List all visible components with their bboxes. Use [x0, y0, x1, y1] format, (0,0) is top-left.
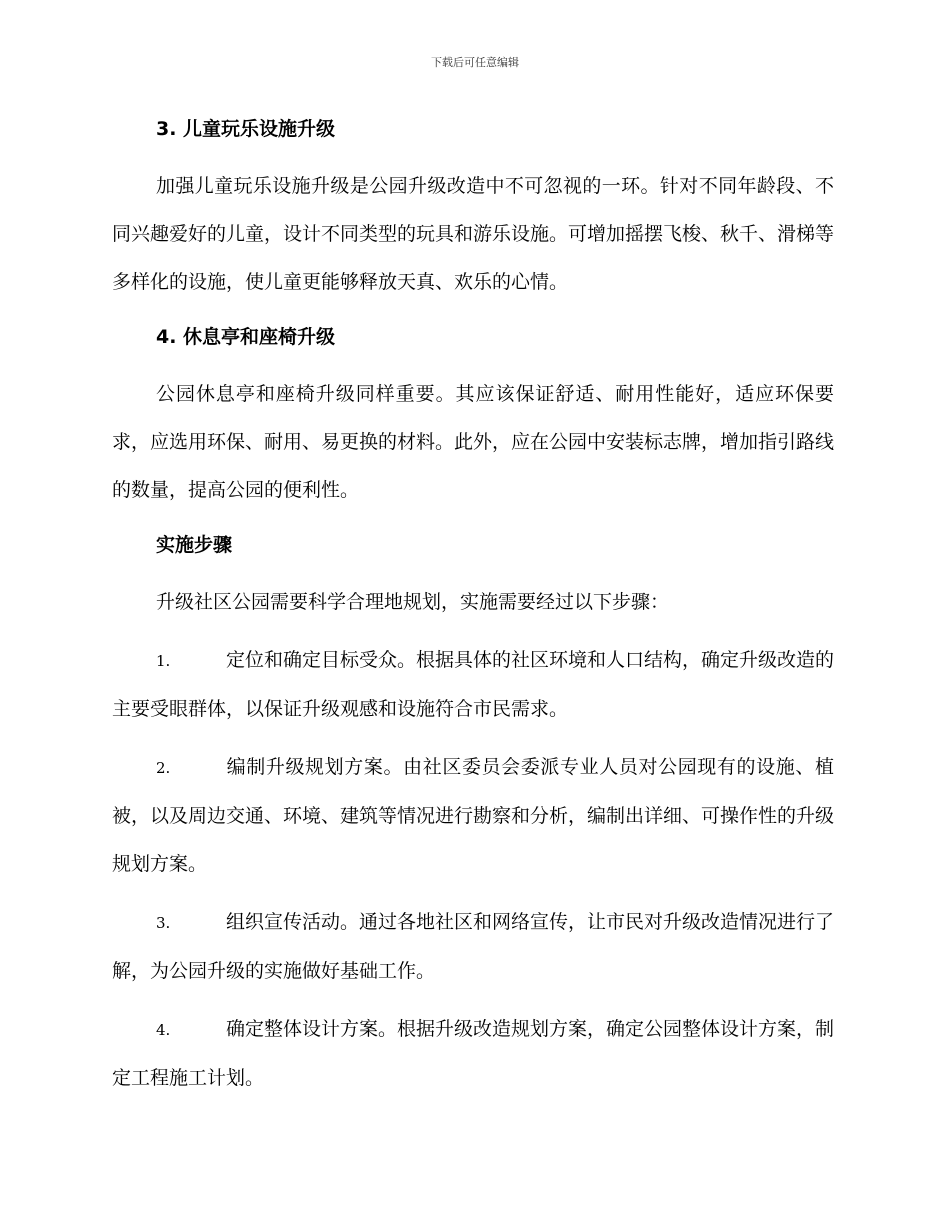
- list-item: [112, 1005, 834, 1102]
- section-heading-pavilion-seating: 4. 休息亭和座椅升级: [156, 326, 336, 348]
- list-item-text: 编制升级规划方案。由社区委员会委派专业人员对公园现有的设施、植被，以及周边交通、环境、建筑等情况进行勘察和分析，编制出详细、可操作性的升级规划方案。: [112, 756, 835, 875]
- document-content: [112, 112, 834, 1102]
- page-header-note: 下载后可任意编辑: [431, 56, 519, 69]
- section-body-pavilion-seating: 公园休息亭和座椅升级同样重要。其应该保证舒适、耐用性能好，适应环保要求，应选用环保、耐用、易更换的材料。此外，应在公园中安装标志牌，增加指引路线的数量，提高公园的便利性。: [112, 383, 835, 501]
- list-item-text: 组织宣传活动。通过各地社区和网络宣传，让市民对升级改造情况进行了解，为公园升级的实施做好基础工作。: [112, 911, 835, 982]
- list-item-text: 确定整体设计方案。根据升级改造规划方案，确定公园整体设计方案，制定工程施工计划。: [112, 1018, 835, 1089]
- list-item-number: 2.: [156, 759, 171, 777]
- list-item: [112, 898, 834, 995]
- list-item-number: 1.: [156, 652, 171, 670]
- list-item: [112, 743, 834, 888]
- section-body-children-facilities: 加强儿童玩乐设施升级是公园升级改造中不可忽视的一环。针对不同年龄段、不同兴趣爱好的儿童，设计不同类型的玩具和游乐设施。可增加摇摆飞梭、秋千、滑梯等多样化的设施，使儿童更能够释放天真、欢乐的心情。: [112, 175, 835, 293]
- section-heading-implementation-steps: 实施步骤: [156, 534, 233, 556]
- list-item-number: 4.: [156, 1021, 171, 1039]
- section-heading-children-facilities: 3. 儿童玩乐设施升级: [156, 118, 336, 140]
- list-item-text: 定位和确定目标受众。根据具体的社区环境和人口结构，确定升级改造的主要受眼群体，以保证升级观感和设施符合市民需求。: [112, 649, 835, 720]
- list-item: [112, 636, 834, 733]
- list-item-number: 3.: [156, 914, 171, 932]
- section-intro-implementation-steps: 升级社区公园需要科学合理地规划，实施需要经过以下步骤：: [156, 591, 670, 613]
